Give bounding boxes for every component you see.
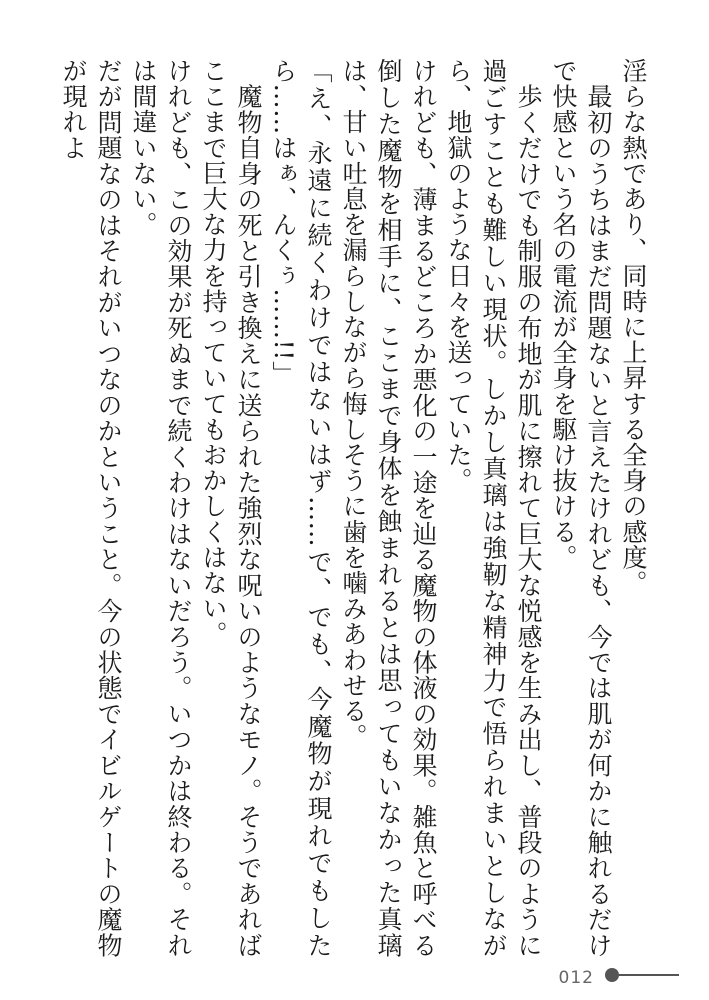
paragraph-7: けれども、この効果が死ぬまで続くわけはないだろう。いつかは終わる。それは間違いない。 xyxy=(129,58,193,958)
page-number: 012 xyxy=(558,968,594,988)
paragraph-6: 魔物自身の死と引き換えに送られた強烈な呪いのようなモノ。そうであればここまで巨大な力を持っていてもおかしくはない。 xyxy=(199,58,263,958)
page-marker-line xyxy=(619,974,679,976)
page-marker-dot xyxy=(605,968,619,982)
paragraph-2: 最初のうちはまだ問題ないと言えたけれども、今では肌が何かに触れるだけで快感という名の電流が全身を駆け抜ける。 xyxy=(549,58,613,958)
paragraph-5: 「え、永遠に続くわけではないはず……で、でも、今魔物が現れでもしたら……はぁ、んくぅ……!!」 xyxy=(269,58,333,958)
paragraph-1: 淫らな熱であり、同時に上昇する全身の感度。 xyxy=(619,58,648,596)
paragraph-8: だが問題なのはそれがいつなのかということ。今の状態でイビルゲートの魔物が現れよ xyxy=(59,58,123,958)
paragraph-3: 歩くだけでも制服の布地が肌に擦れて巨大な悦感を生み出し、普段のように過ごすことも難しい現状。しかし真璃は強靭な精神力で悟られまいとしながら、地獄のような日々を送っていた。 xyxy=(444,58,543,958)
vertical-text-block xyxy=(51,58,651,958)
paragraph-4: けれども、薄まるどころか悪化の一途を辿る魔物の体液の効果。雑魚と呼べる倒した魔物を相手に、ここまで身体を蝕まれるとは思ってもいなかった真璃は、甘い吐息を漏らしながら悔しそうに歯を噛みあわせる。 xyxy=(339,58,438,958)
